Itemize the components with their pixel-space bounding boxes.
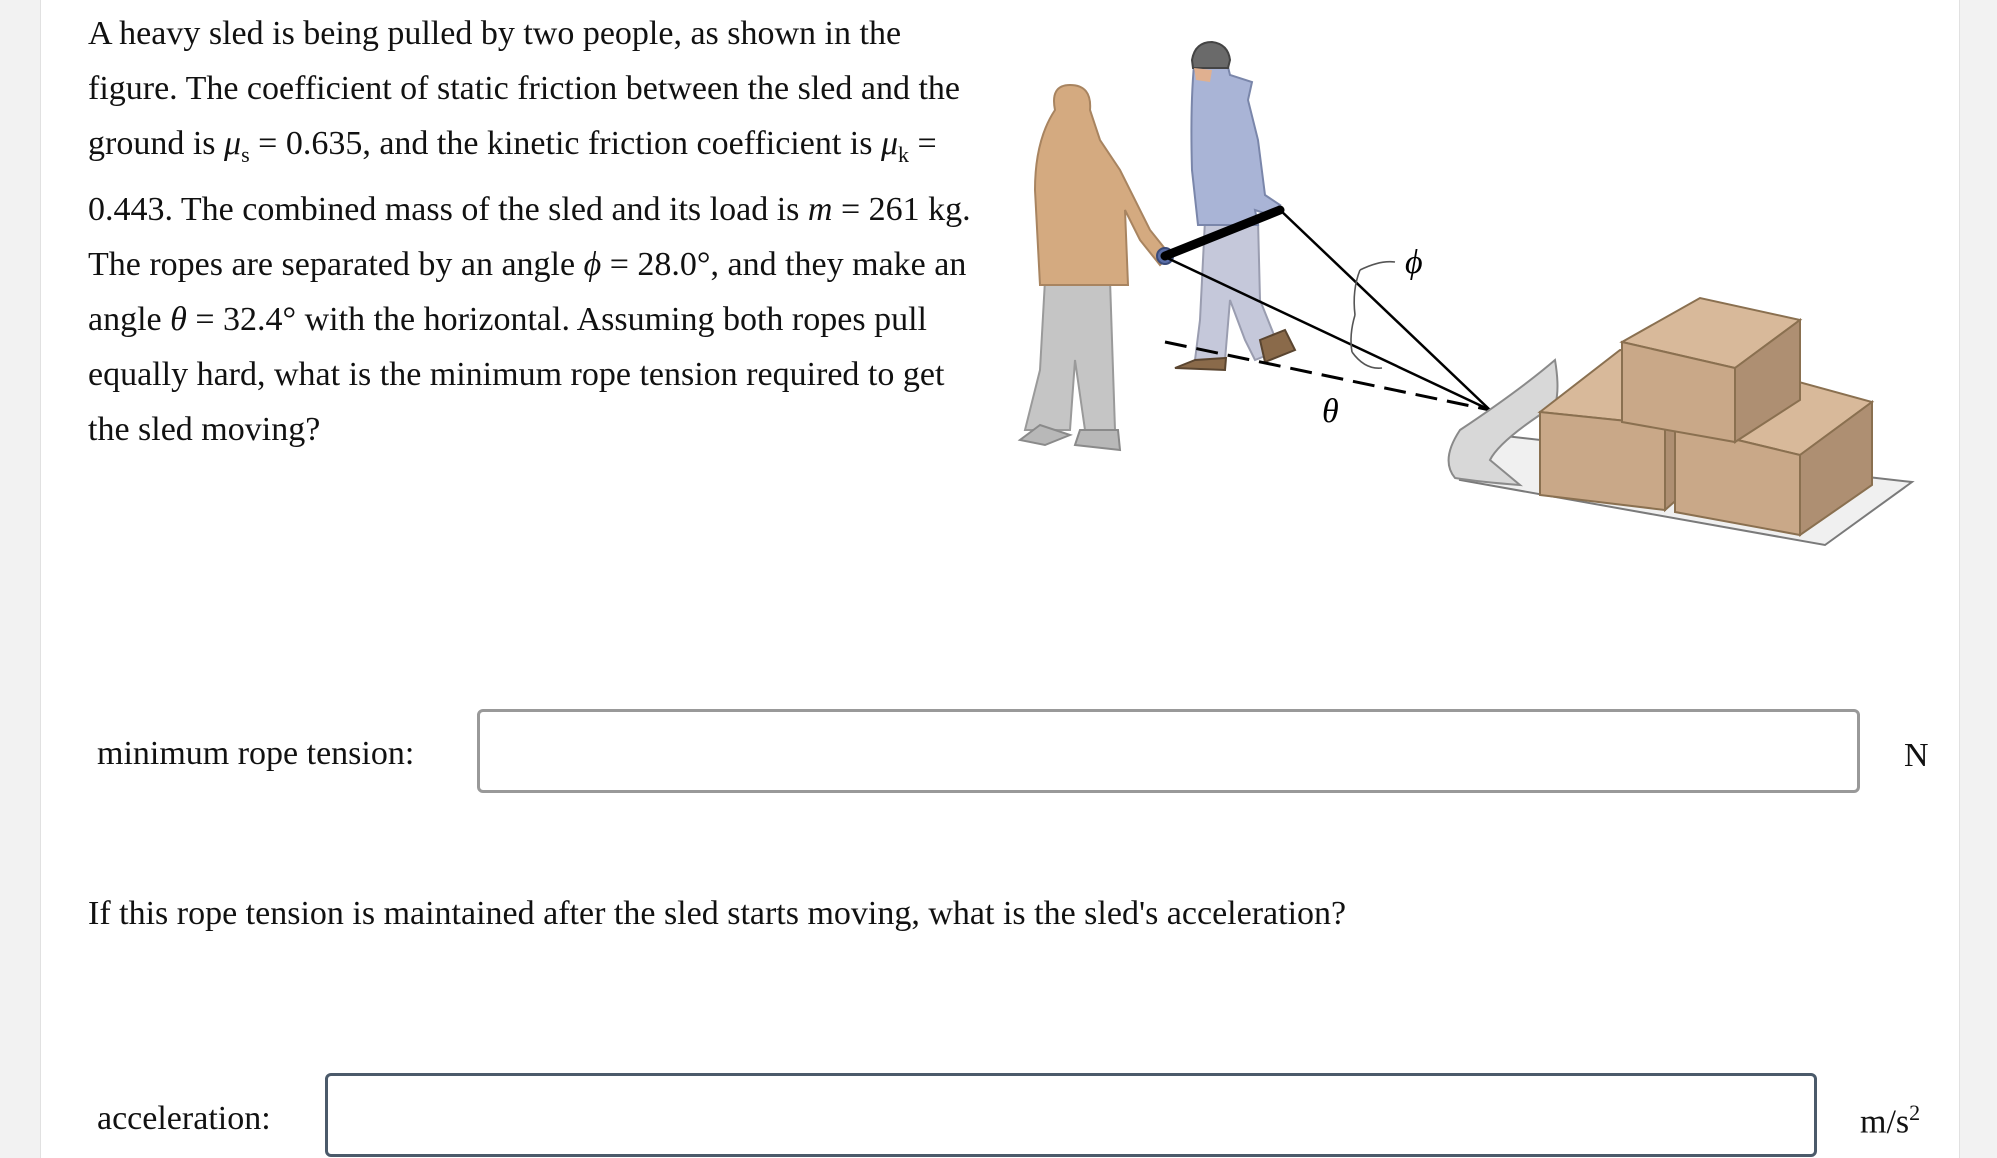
theta-symbol: θ [170,300,187,338]
phi-label: ϕ [1405,244,1423,281]
acceleration-question: If this rope tension is maintained after the sled starts moving, what is the sled's acceleration? [88,895,1347,932]
mu-s-value: = 0.635 [249,125,363,162]
phi-arc [1354,270,1360,315]
tension-unit: N [1904,737,1929,774]
acceleration-unit-base: m/s [1860,1103,1910,1141]
mu-k-symbol: μ [880,125,899,162]
problem-text: A heavy sled is being pulled by two people, as shown in the figure. The coefficient of static friction between the sled and the ground is [88,15,961,162]
acceleration-input[interactable] [325,1073,1817,1157]
right-person-illustration [1175,42,1295,370]
acceleration-label: acceleration: [97,1100,271,1137]
mu-k-subscript: k [898,141,910,167]
tension-label: minimum rope tension: [97,735,415,772]
problem-text: with the horizontal. Assuming both ropes pull equally hard, what is the minimum rope tension required to get the sled moving? [88,300,945,448]
problem-text: , and the kinetic friction coefficient is [362,125,881,162]
phi-value: = 28.0° [601,245,711,283]
theta-value: = 32.4° [186,300,297,338]
phi-symbol: ϕ [583,245,602,283]
theta-label: θ [1322,393,1339,430]
acceleration-unit [1860,1100,1920,1141]
acceleration-unit-exponent: 2 [1909,1100,1921,1125]
problem-text: , and they make an angle [88,245,967,338]
mu-s-subscript: s [241,141,250,167]
problem-text: . The ropes are separated by an angle [88,190,971,283]
boxes-illustration [1540,298,1872,535]
mass-symbol: m [807,190,833,228]
left-person-illustration [1020,85,1173,450]
sled-figure [1000,30,1940,570]
tension-input[interactable] [477,709,1860,793]
mass-value: = 261 kg [832,190,963,228]
mu-s-symbol: μ [224,125,242,162]
mu-k-value: = 0.443 [88,125,937,228]
problem-statement [88,6,988,457]
rope-upper [1278,208,1490,410]
problem-text: . The combined mass of the sled and its load is [164,190,808,228]
